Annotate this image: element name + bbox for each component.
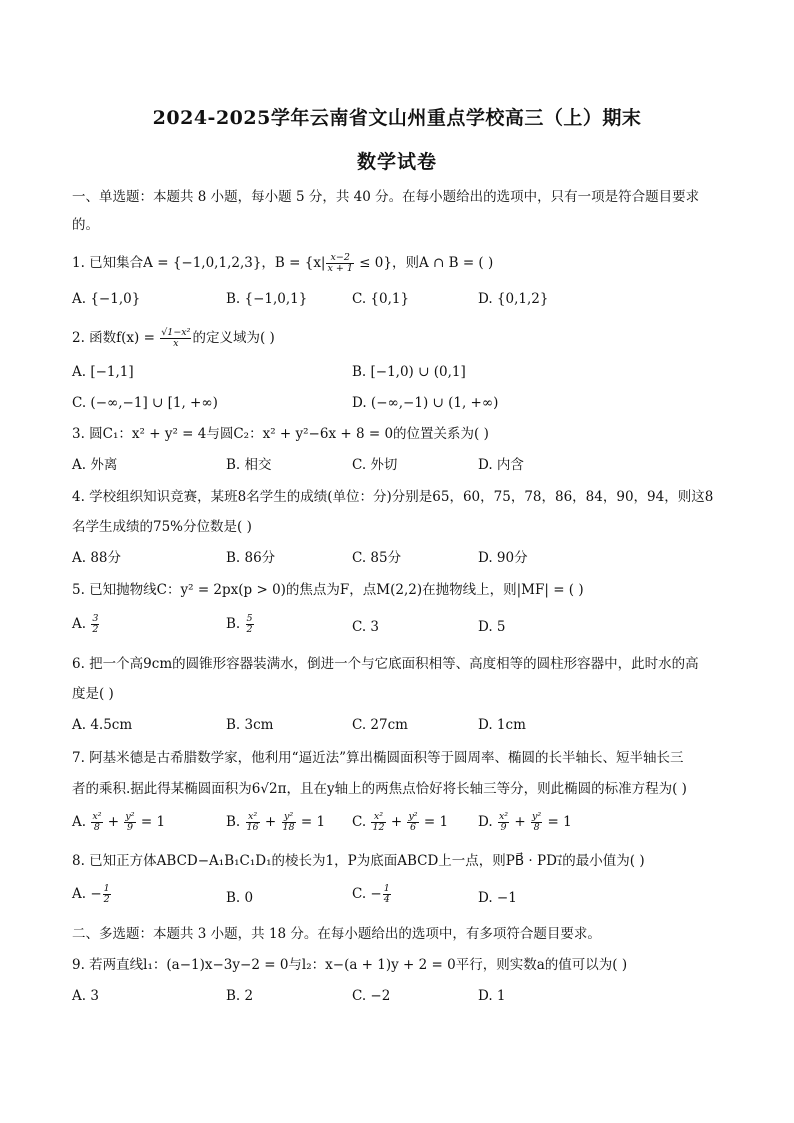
q7-option-c-frac-x — [371, 812, 385, 833]
q1-option-c[interactable]: C. {0,1} — [352, 291, 410, 307]
q8-option-b[interactable]: B. 0 — [226, 890, 254, 906]
question-8-stem: 8. 已知正方体ABCD−A₁B₁C₁D₁的棱长为1，P为底面ABCD上一点，则PB⃗ · PD₁⃗的最小值为( ) — [72, 853, 645, 869]
q1-stem-part-b: ≤ 0}，则A ∩ B = ( ) — [354, 255, 494, 271]
q7-d-n2: y² — [532, 811, 542, 822]
q4-option-a[interactable]: A. 88分 — [72, 550, 122, 566]
q4-option-b[interactable]: B. 86分 — [226, 550, 276, 566]
q7-c-d2: 6 — [410, 822, 417, 833]
q7-b-d1: 16 — [246, 822, 259, 833]
q3-option-a[interactable]: A. 外离 — [72, 457, 118, 473]
q6-option-a[interactable]: A. 4.5cm — [72, 717, 133, 733]
q3-option-b[interactable]: B. 相交 — [226, 457, 272, 473]
q1-frac-num: x−2 — [326, 253, 353, 264]
q1-fraction — [326, 253, 353, 274]
q5-option-a-den: 2 — [92, 624, 99, 635]
exam-title: 2024-2025学年云南省文山州重点学校高三（上）期末 — [152, 107, 642, 129]
q9-option-d[interactable]: D. 1 — [478, 988, 506, 1004]
question-9-stem: 9. 若两直线l₁：(a−1)x−3y−2 = 0与l₂：x−(a + 1)y + 2 = 0平行，则实数a的值可以为( ) — [72, 957, 628, 973]
question-1-stem — [72, 253, 722, 274]
q7-d-plus: + — [510, 814, 531, 830]
q7-a-tail: = 1 — [136, 814, 166, 830]
q3-option-d[interactable]: D. 内含 — [478, 457, 524, 473]
q2-stem-part-a: 2. 函数f(x) = — [72, 330, 160, 346]
q1-frac-den: x + 1 — [327, 263, 353, 274]
q8-a-den: 2 — [103, 894, 110, 905]
q7-option-d-frac-x — [498, 812, 509, 833]
q7-a-d2: 9 — [126, 822, 134, 833]
q7-b-n1: x² — [246, 812, 260, 823]
q7-option-a[interactable] — [72, 812, 165, 833]
q8-option-a-prefix: A. − — [72, 886, 102, 902]
q5-option-a-num: 3 — [92, 613, 99, 624]
q7-b-d2: 18 — [282, 822, 295, 833]
q5-option-b-den: 2 — [246, 624, 253, 635]
q5-option-d[interactable]: D. 5 — [478, 619, 506, 635]
q9-option-a[interactable]: A. 3 — [72, 988, 99, 1004]
q1-option-a[interactable]: A. {−1,0} — [72, 291, 141, 307]
q6-option-c[interactable]: C. 27cm — [352, 717, 408, 733]
q7-d-d1: 9 — [500, 822, 507, 833]
section1-heading-line2: 的。 — [72, 217, 99, 233]
q2-option-d[interactable]: D. (−∞,−1) ∪ (1, +∞) — [352, 395, 499, 411]
q7-option-d-frac-y — [531, 812, 542, 833]
q5-option-a[interactable] — [72, 614, 100, 635]
q7-b-plus: + — [260, 814, 281, 830]
q8-option-c-fraction — [383, 884, 391, 905]
q8-a-num: 1 — [103, 883, 110, 894]
q8-c-den: 4 — [383, 894, 390, 905]
question-2-stem — [72, 328, 722, 349]
q7-d-n1: x² — [498, 811, 509, 822]
q8-option-c[interactable] — [352, 884, 392, 905]
q7-option-d-prefix: D. — [478, 814, 497, 830]
q7-option-b-prefix: B. — [226, 814, 245, 830]
q8-option-a-fraction — [103, 884, 111, 905]
q8-option-a[interactable] — [72, 884, 112, 905]
q5-option-b-num: 5 — [246, 613, 253, 624]
q4-option-d[interactable]: D. 90分 — [478, 550, 528, 566]
q5-option-b[interactable] — [226, 614, 255, 635]
q1-stem-part-a: 1. 已知集合A = {−1,0,1,2,3}，B = {x| — [72, 255, 326, 271]
q7-option-a-frac-y — [124, 812, 135, 833]
q7-b-n2: y² — [282, 812, 296, 823]
q7-c-n2: y² — [408, 811, 418, 822]
q5-option-a-prefix: A. — [72, 616, 91, 632]
q2-option-b[interactable]: B. [−1,0) ∪ (0,1] — [352, 364, 466, 380]
q7-option-a-prefix: A. — [72, 814, 91, 830]
q6-option-b[interactable]: B. 3cm — [226, 717, 274, 733]
question-4-stem-line2: 名学生成绩的75%分位数是( ) — [72, 519, 252, 535]
q2-fraction — [160, 328, 191, 349]
q3-option-c[interactable]: C. 外切 — [352, 457, 398, 473]
q7-option-c-frac-y — [407, 812, 418, 833]
q5-option-c[interactable]: C. 3 — [352, 619, 380, 635]
q2-frac-den: x — [173, 338, 179, 349]
q7-a-plus: + — [103, 814, 124, 830]
q7-b-tail: = 1 — [296, 814, 326, 830]
q8-option-c-prefix: C. − — [352, 886, 382, 902]
q8-option-d[interactable]: D. −1 — [478, 890, 517, 906]
question-6-stem-line1: 6. 把一个高9cm的圆锥形容器装满水，倒进一个与它底面积相等、高度相等的圆柱形容器中，此时水的高 — [72, 656, 699, 672]
q7-c-plus: + — [386, 814, 407, 830]
q7-option-c-prefix: C. — [352, 814, 371, 830]
q7-option-b-frac-y — [282, 812, 296, 833]
q7-d-tail: = 1 — [543, 814, 572, 830]
question-3-stem: 3. 圆C₁：x² + y² = 4与圆C₂：x² + y²−6x + 8 = 0的位置关系为( ) — [72, 426, 489, 442]
q1-option-b[interactable]: B. {−1,0,1} — [226, 291, 308, 307]
question-4-stem-line1: 4. 学校组织知识竞赛，某班8名学生的成绩(单位：分)分别是65，60，75，78，86，84，90，94，则这8 — [72, 489, 714, 505]
q2-stem-part-b: 的定义域为( ) — [192, 330, 275, 346]
q7-a-n2: y² — [125, 811, 135, 822]
q5-option-b-fraction — [246, 614, 254, 635]
q2-option-a[interactable]: A. [−1,1] — [72, 364, 134, 380]
question-6-stem-line2: 度是( ) — [72, 686, 114, 702]
q8-c-num: 1 — [383, 883, 390, 894]
question-5-stem: 5. 已知抛物线C：y² = 2px(p > 0)的焦点为F，点M(2,2)在抛物线上，则|MF| = ( ) — [72, 582, 584, 598]
q7-d-d2: 8 — [533, 822, 540, 833]
question-7-stem-line1: 7. 阿基米德是古希腊数学家，他利用“逼近法”算出椭圆面积等于圆周率、椭圆的长半轴长、短半轴长三 — [72, 750, 684, 766]
q7-c-d1: 12 — [372, 822, 385, 833]
q7-c-tail: = 1 — [419, 814, 449, 830]
q5-option-a-fraction — [91, 614, 99, 635]
section2-heading: 二、多选题：本题共 3 小题，共 18 分。在每小题给出的选项中，有多项符合题目要求。 — [72, 926, 601, 942]
q7-option-b-frac-x — [246, 812, 260, 833]
q2-option-c[interactable]: C. (−∞,−1] ∪ [1, +∞) — [72, 395, 218, 411]
q6-option-d[interactable]: D. 1cm — [478, 717, 526, 733]
question-7-stem-line2: 者的乘积.据此得某椭圆面积为6√2π，且在y轴上的两焦点恰好将长轴三等分，则此椭圆的标准方程为( ) — [72, 781, 687, 797]
q7-option-a-frac-x — [91, 812, 102, 833]
q7-a-d1: 8 — [93, 822, 100, 833]
q9-option-b[interactable]: B. 2 — [226, 988, 254, 1004]
q7-a-n1: x² — [92, 811, 102, 822]
exam-subtitle: 数学试卷 — [356, 151, 437, 173]
q2-frac-num: √1−x² — [161, 327, 191, 338]
q7-option-c[interactable] — [352, 812, 448, 833]
q5-option-b-prefix: B. — [226, 616, 245, 632]
q9-option-c[interactable]: C. −2 — [352, 988, 391, 1004]
q1-option-d[interactable]: D. {0,1,2} — [478, 291, 549, 307]
q7-c-n1: x² — [371, 812, 385, 823]
q4-option-c[interactable]: C. 85分 — [352, 550, 402, 566]
q7-option-d[interactable] — [478, 812, 572, 833]
q7-option-b[interactable] — [226, 812, 325, 833]
section1-heading-line1: 一、单选题：本题共 8 小题，每小题 5 分，共 40 分。在每小题给出的选项中，只有一项是符合题目要求 — [72, 189, 700, 205]
